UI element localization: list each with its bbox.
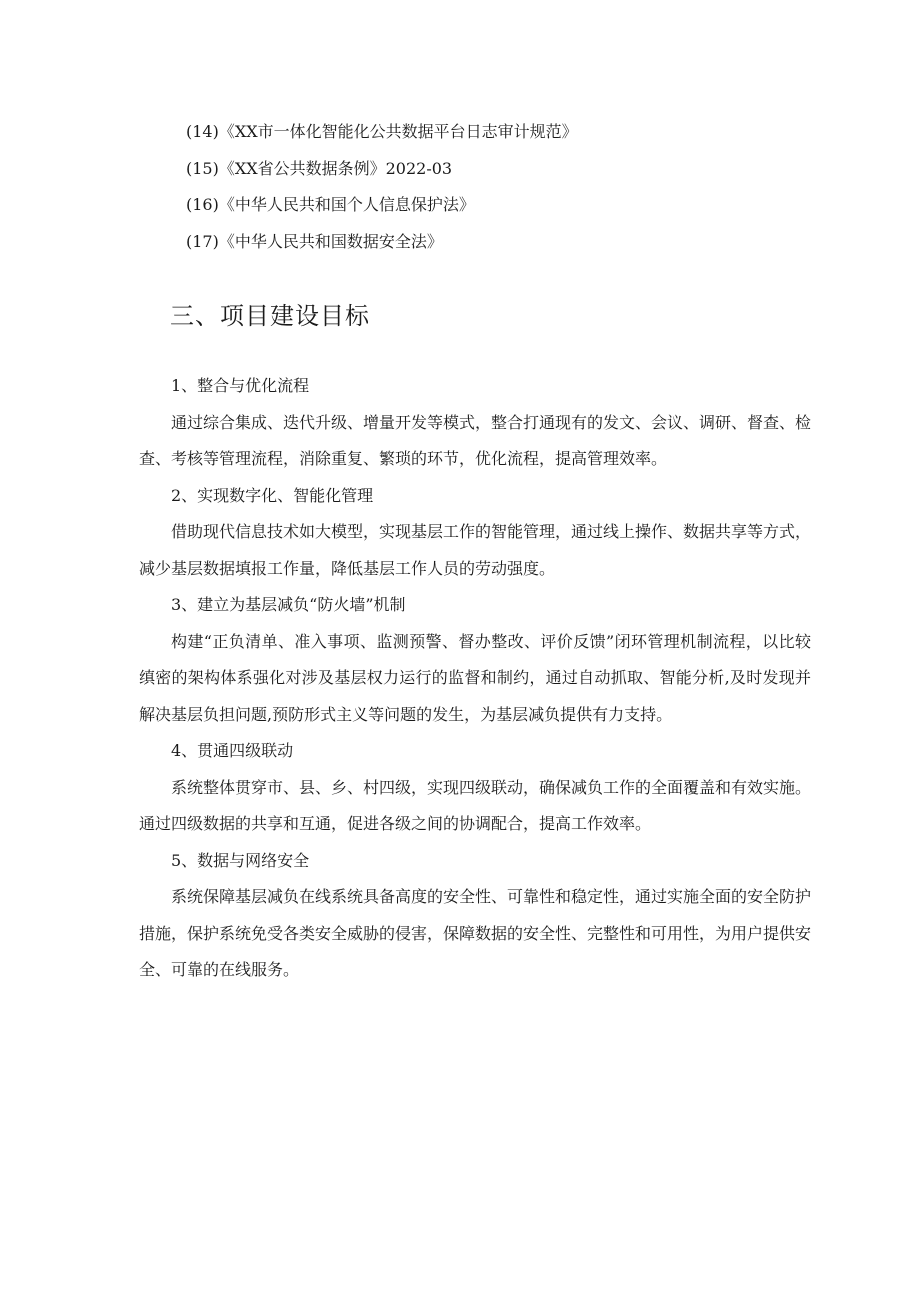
reference-item: (15)《XX省公共数据条例》2022-03 bbox=[186, 158, 453, 178]
reference-item: (17)《中华人民共和国数据安全法》 bbox=[186, 231, 443, 251]
goal-body: 系统整体贯穿市、县、乡、村四级，实现四级联动，确保减负工作的全面覆盖和有效实施。通过四级数据的共享和互通，促进各级之间的协调配合，提高工作效率。 bbox=[139, 777, 812, 833]
goals-section bbox=[139, 368, 811, 989]
goal-heading: 3、建立为基层减负“防火墙”机制 bbox=[171, 595, 406, 614]
goal-body: 通过综合集成、迭代升级、增量开发等模式，整合打通现有的发文、会议、调研、督查、检查、考核等管理流程，消除重复、繁琐的环节，优化流程，提高管理效率。 bbox=[139, 412, 812, 468]
goal-heading: 1、整合与优化流程 bbox=[171, 376, 310, 395]
goal-heading: 2、实现数字化、智能化管理 bbox=[171, 485, 374, 505]
reference-list bbox=[186, 120, 806, 266]
goal-body: 借助现代信息技术如大模型，实现基层工作的智能管理，通过线上操作、数据共享等方式，减少基层数据填报工作量，降低基层工作人员的劳动强度。 bbox=[139, 522, 812, 578]
reference-item: (14)《XX市一体化智能化公共数据平台日志审计规范》 bbox=[186, 122, 578, 141]
section-title: 三、项目建设目标 bbox=[170, 302, 370, 330]
goal-body: 构建“正负清单、准入事项、监测预警、督办整改、评价反馈”闭环管理机制流程，以比较缜密的架构体系强化对涉及基层权力运行的监督和制约，通过自动抓取、智能分析,及时发现并解决基层负担问题,预防形式主义等问题的发生，为基层减负提供有力支持。 bbox=[139, 631, 811, 724]
goal-heading: 4、贯通四级联动 bbox=[171, 741, 294, 760]
reference-item: (16)《中华人民共和国个人信息保护法》 bbox=[186, 195, 475, 214]
goal-body: 系统保障基层减负在线系统具备高度的安全性、可靠性和稳定性，通过实施全面的安全防护措施，保护系统免受各类安全威胁的侵害，保障数据的安全性、完整性和可用性，为用户提供安全、可靠的在线服务。 bbox=[139, 887, 812, 979]
goal-heading: 5、数据与网络安全 bbox=[171, 850, 310, 870]
